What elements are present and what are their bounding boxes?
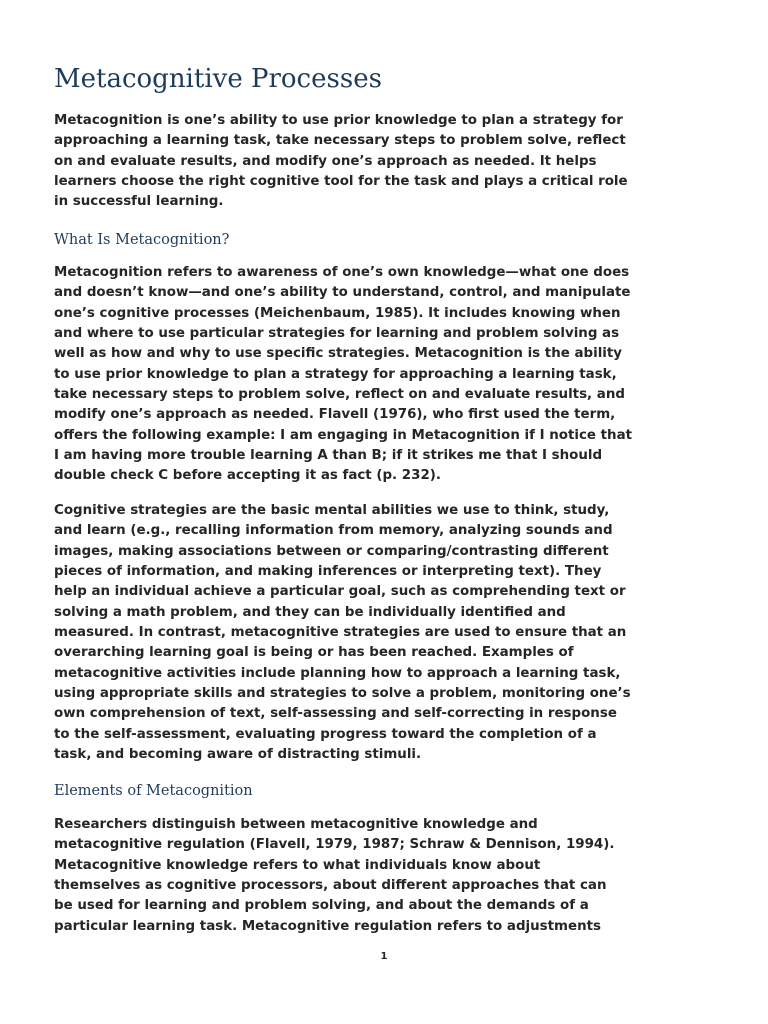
page-number: 1 (380, 951, 388, 962)
text-line: approaching a learning task, take necessary steps to problem solve, reflect (54, 133, 626, 149)
text-line: and where to use particular strategies for learning and problem solving as (54, 326, 620, 342)
text-line: particular learning task. Metacognitive regulation refers to adjustments (54, 918, 601, 934)
text-line: modify one’s approach as needed. Flavell (1976), who first used the term, (54, 407, 616, 423)
cognitive-strategies-paragraph (54, 501, 734, 765)
section-heading-what-is-metacognition: What Is Metacognition? (54, 232, 230, 248)
text-line: task, and becoming aware of distracting stimuli. (54, 747, 422, 763)
text-line: images, making associations between or comparing/contrasting different (54, 543, 609, 559)
text-line: to the self-assessment, evaluating progress toward the completion of a (54, 726, 597, 742)
text-line: help an individual achieve a particular goal, such as comprehending text or (54, 584, 626, 600)
text-line: solving a math problem, and they can be individually identified and (54, 604, 566, 620)
text-line: using appropriate skills and strategies to solve a problem, monitoring one’s (54, 686, 631, 702)
text-line: offers the following example: I am engaging in Metacognition if I notice that (54, 427, 633, 443)
text-line: take necessary steps to problem solve, reflect on and evaluate results, and (54, 387, 625, 403)
text-line: Metacognition refers to awareness of one’s own knowledge—what one does (54, 265, 630, 280)
text-line: well as how and why to use specific strategies. Metacognition is the ability (54, 346, 623, 362)
text-line: in successful learning. (54, 194, 224, 210)
text-line: one’s cognitive processes (Meichenbaum, 1985). It includes knowing when (54, 305, 621, 321)
intro-paragraph (54, 111, 734, 213)
text-line: Metacognition is one’s ability to use prior knowledge to plan a strategy for (54, 113, 623, 128)
text-line: double check C before accepting it as fact (p. 232). (54, 468, 441, 484)
text-line: to use prior knowledge to plan a strategy for approaching a learning task, (54, 366, 617, 382)
elements-paragraph (54, 815, 734, 937)
text-line: learners choose the right cognitive tool for the task and plays a critical role (54, 174, 628, 190)
text-line: Researchers distinguish between metacognitive knowledge and (54, 817, 538, 832)
text-line: Metacognitive knowledge refers to what individuals know about (54, 857, 541, 873)
text-line: be used for learning and problem solving, and about the demands of a (54, 898, 589, 914)
text-line: and doesn’t know—and one’s ability to understand, control, and manipulate (54, 285, 631, 301)
text-line: metacognitive regulation (Flavell, 1979, 1987; Schraw & Dennison, 1994). (54, 837, 615, 853)
text-line: metacognitive activities include planning how to approach a learning task, (54, 665, 621, 681)
document-title: Metacognitive Processes (54, 64, 382, 94)
text-line: pieces of information, and making inferences or interpreting text). They (54, 564, 602, 580)
text-line: and learn (e.g., recalling information from memory, analyzing sounds and (54, 523, 613, 539)
definition-paragraph (54, 263, 734, 487)
section-heading-elements-of-metacognition: Elements of Metacognition (54, 783, 253, 799)
text-line: I am having more trouble learning A than B; if it strikes me that I should (54, 448, 603, 464)
text-line: themselves as cognitive processors, about different approaches that can (54, 878, 607, 894)
text-line: own comprehension of text, self-assessing and self-correcting in response (54, 706, 617, 722)
text-line: Cognitive strategies are the basic mental abilities we use to think, study, (54, 503, 610, 518)
text-line: on and evaluate results, and modify one’s approach as needed. It helps (54, 153, 597, 169)
text-line: overarching learning goal is being or has been reached. Examples of (54, 645, 574, 661)
text-line: measured. In contrast, metacognitive strategies are used to ensure that an (54, 625, 627, 641)
